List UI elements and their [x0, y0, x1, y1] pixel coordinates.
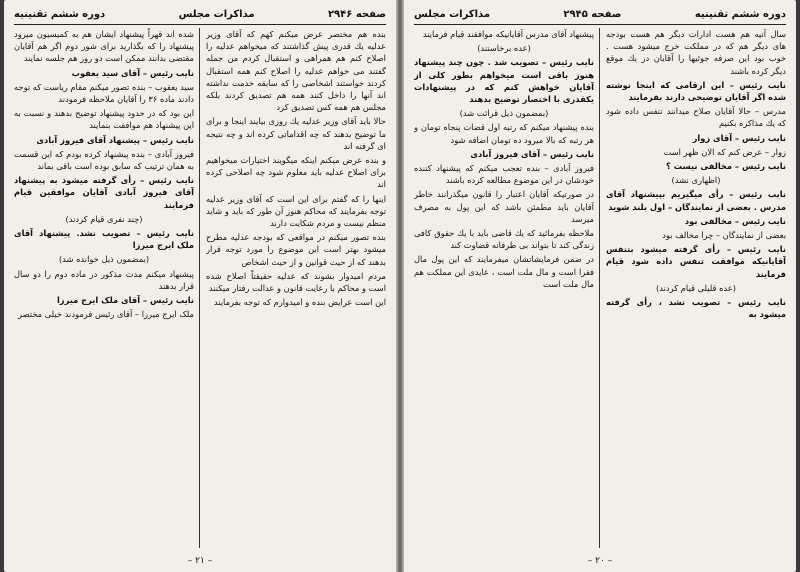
paragraph: زوار – عرض کنم که الان ظهر است: [663, 146, 786, 157]
right-page: [404, 0, 796, 572]
right-page-title: مذاکرات مجلس: [414, 8, 491, 20]
paragraph: در ضمن فرمایشاتشان میفرمایند که این پول مال فقرا است و مال ملت است ، عایدی این مملکت هم مال ملت است: [414, 254, 594, 289]
paragraph: حالا باید آقای وزیر عدلیه یك روزی بیایند اینجا و برای ما توضیح بدهند که چه اقداماتی کرده اند و چه نتیجه ای گرفته اند: [206, 116, 386, 151]
stage-note: (چند نفری قیام کردند): [65, 213, 143, 224]
speaker-line: نایب رئیس – آقای زوار: [692, 132, 786, 143]
paragraph: در صورتیکه آقایان اعتبار را قانون میگذرانند خاطر آقایان باید مطمئن باشد که این پول به مصرف میرسد: [414, 189, 594, 224]
paragraph: و بنده عرض میکنم اینکه میگویند اختیارات میخواهیم برای اصلاح عدلیه باید معلوم شود چه اصلاحی کرده اند: [206, 155, 386, 190]
speaker-line: نایب رئیس – رأی میگیریم بپیشنهاد آقای مدرس . بعضی از نمایندگان – اول بلند شوید: [606, 189, 786, 212]
left-page-column-right: [206, 28, 386, 548]
speaker-line: نایب رئیس – آقای سید یعقوب: [71, 67, 194, 78]
paragraph: این بود که در حدود پیشنهاد توضیح بدهند و نسبت به این پیشنهاد هم موافقت بنمایند: [14, 108, 194, 131]
paragraph: پیشنهاد آقای مدرس آقایانیکه موافقند قیام فرمایند: [422, 29, 594, 39]
left-header-rule: [14, 24, 386, 25]
paragraph: بنده تصور میکنم در مواقعی که بودجه عدلیه مطرح میشود بهتر است این موضوع را مورد توجه قرار بدهند که از حیث قوانین و از حیث اشخاص: [206, 232, 386, 267]
right-column-divider: [599, 28, 600, 548]
paragraph: سید یعقوب – بنده تصور میکنم مقام ریاست که توجه دادند ماده ۳۶ را آقایان ملاحظه فرمودند: [14, 81, 194, 105]
right-page-number: صفحه ۲۹۴۵: [563, 8, 622, 20]
paragraph: ملک ایرج میرزا – آقای رئیس فرمودند خیلی مختصر: [18, 309, 194, 320]
right-header-rule: [414, 24, 786, 25]
left-page-title: مذاكرات مجلس: [178, 8, 255, 20]
paragraph: شده اند قهراً پیشنهاد ایشان هم به کمیسیون میرود پیشنهاد را که بگذارید برای شور دوم اگر هم آقایان مقتضی بدانند ممکن است دو روز هم جلسه نمایند: [14, 29, 194, 64]
speaker-line: نایب رئیس – مخالفی نیست ؟: [666, 161, 786, 172]
speaker-line: نایب رئیس – تصویب نشد ، رأی گرفته میشود به: [606, 297, 786, 320]
speaker-line: نایب رئیس – آقای ملک ایرج میرزا: [56, 295, 194, 306]
paragraph: فیروز آبادی – بنده تعجب میکنم که پیشنهاد کننده خودشان در این موضوع مطالعه کرده باشند: [414, 163, 594, 186]
paragraph: مدرس – حالا آقایان صلاح میدانند تنفس داده شود که یك مذاکره بکنیم: [606, 106, 786, 129]
stage-note: (اظهاری نشد): [671, 175, 721, 186]
stage-note: (عده برخاستند): [477, 43, 531, 54]
speaker-line: نایب رئیس – آقای فیروز آبادی: [470, 148, 594, 159]
stage-note: (عده قلیلی قیام کردند): [656, 282, 736, 293]
left-page-header: [14, 6, 386, 22]
paragraph: بنده هم مختصر عرض میکنم کهم که آقای وزیر عدلیه یك قدری پیش گذاشتند که میخواهم عدلیه را اصلاح کنم هم همراهی و استقبال کردم من جمله گفتند می خواهم عدلیه را اصلاح کنم همه استقبال کردند خواستند اشخاصی را که سابقه خدمت نداشته اند آنها را داخل کنند همه هم تصدیق کردند بلکه مجلس هم همه کس تصدیق کرد: [206, 29, 386, 113]
paragraph: سال آتیه هم هست ادارات دیگر هم هست بودجه های دیگر هم که در مملکت خرج میشود هست . خوب بود این صرفه جوئیها را آقایان در یك موقع دیگر کرده باشند: [606, 29, 786, 76]
left-page-column-left: [14, 28, 194, 548]
left-page-folio: – ۲۱ –: [187, 556, 213, 566]
speaker-line: نایب رئیس – تصویب شد . چون چند پیشنهاد هنوز باقی است میخواهم بطور کلی از آقایان خواهش کنم که در پیشنهادات یکقدری با اختصار توضیح بدهند: [414, 57, 594, 105]
paragraph: مردم امیدوار بشوند که عدلیه حقیقتاً اصلاح شده است و محاکم با رعایت قانون و عدالت رفتار میکنند: [206, 270, 386, 294]
right-page-folio: – ۲۰ –: [587, 556, 613, 566]
right-page-header: [414, 6, 786, 22]
paragraph: بنده پیشنهاد میکنم که رتبه اول قضات پنجاه تومان و هر رتبه که بالا میرود ده تومان اضافه شود: [414, 122, 594, 145]
speaker-line: نایب رئیس – رأی گرفته میشود به پیشنهاد آقای فیروز آبادی آقایان موافقین قیام فرمایند: [14, 175, 194, 210]
paragraph: اینها را که گفتم برای این است که آقای وزیر عدلیه توجه بفرمایند که محاکم هنوز آن طور که باید و شاید منظم نیست و مردم شکایت دارند: [206, 193, 386, 229]
paragraph: این است عرایض بنده و امیدوارم که توجه بفرمایند: [213, 297, 386, 308]
paragraph: بعضی از نمایندگان – چرا مخالف بود: [662, 230, 786, 241]
speaker-line: نایب رئیس – تصویب نشد. پیشنهاد آقای ملک ایرج میرزا: [14, 228, 194, 251]
right-page-session: دوره ششم تقنینیه: [694, 8, 786, 20]
left-page-session: دوره ششم تقنينيه: [14, 8, 106, 20]
paragraph: فیروز آبادی – بنده پیشنهاد کرده بودم که این قسمت به همان ترتیب که سابق بوده است باقی بماند: [14, 148, 194, 172]
left-column-divider: [199, 28, 200, 548]
speaker-line: نایب رئیس – رأی گرفته میشود بتنفس آقایانیکه موافقت تنفس داده شود قیام فرمایند: [606, 244, 786, 279]
speaker-line: نایب رئیس – این ارقامی که اینجا نوشته شده اگر آقایان توضیحی دارند بفرمایند: [606, 79, 786, 103]
stage-note: (بمضمون ذیل قرائت شد): [459, 108, 549, 119]
left-page: [4, 0, 396, 572]
book-gutter: [396, 0, 404, 572]
stage-note: (بمضمون ذیل خوانده شد): [58, 254, 150, 265]
left-page-number: صفحه ۲۹۴۶: [327, 8, 386, 20]
paragraph: پیشنهاد میکنم مدت مذکور در ماده دوم را دو سال قرار بدهند: [14, 268, 194, 291]
right-page-column-left: [414, 28, 594, 548]
speaker-line: نایب رئیس – مخالفی بود: [684, 215, 786, 226]
right-page-column-right: [606, 28, 786, 548]
paragraph: ملاحظه بفرمائید که یك قاضی باید با یك حقوق کافی زندگی کند تا بتواند بی طرفانه قضاوت کند: [414, 228, 594, 251]
speaker-line: نایب رئیس – پیشنهاد آقای فیروز آبادی: [36, 134, 194, 145]
